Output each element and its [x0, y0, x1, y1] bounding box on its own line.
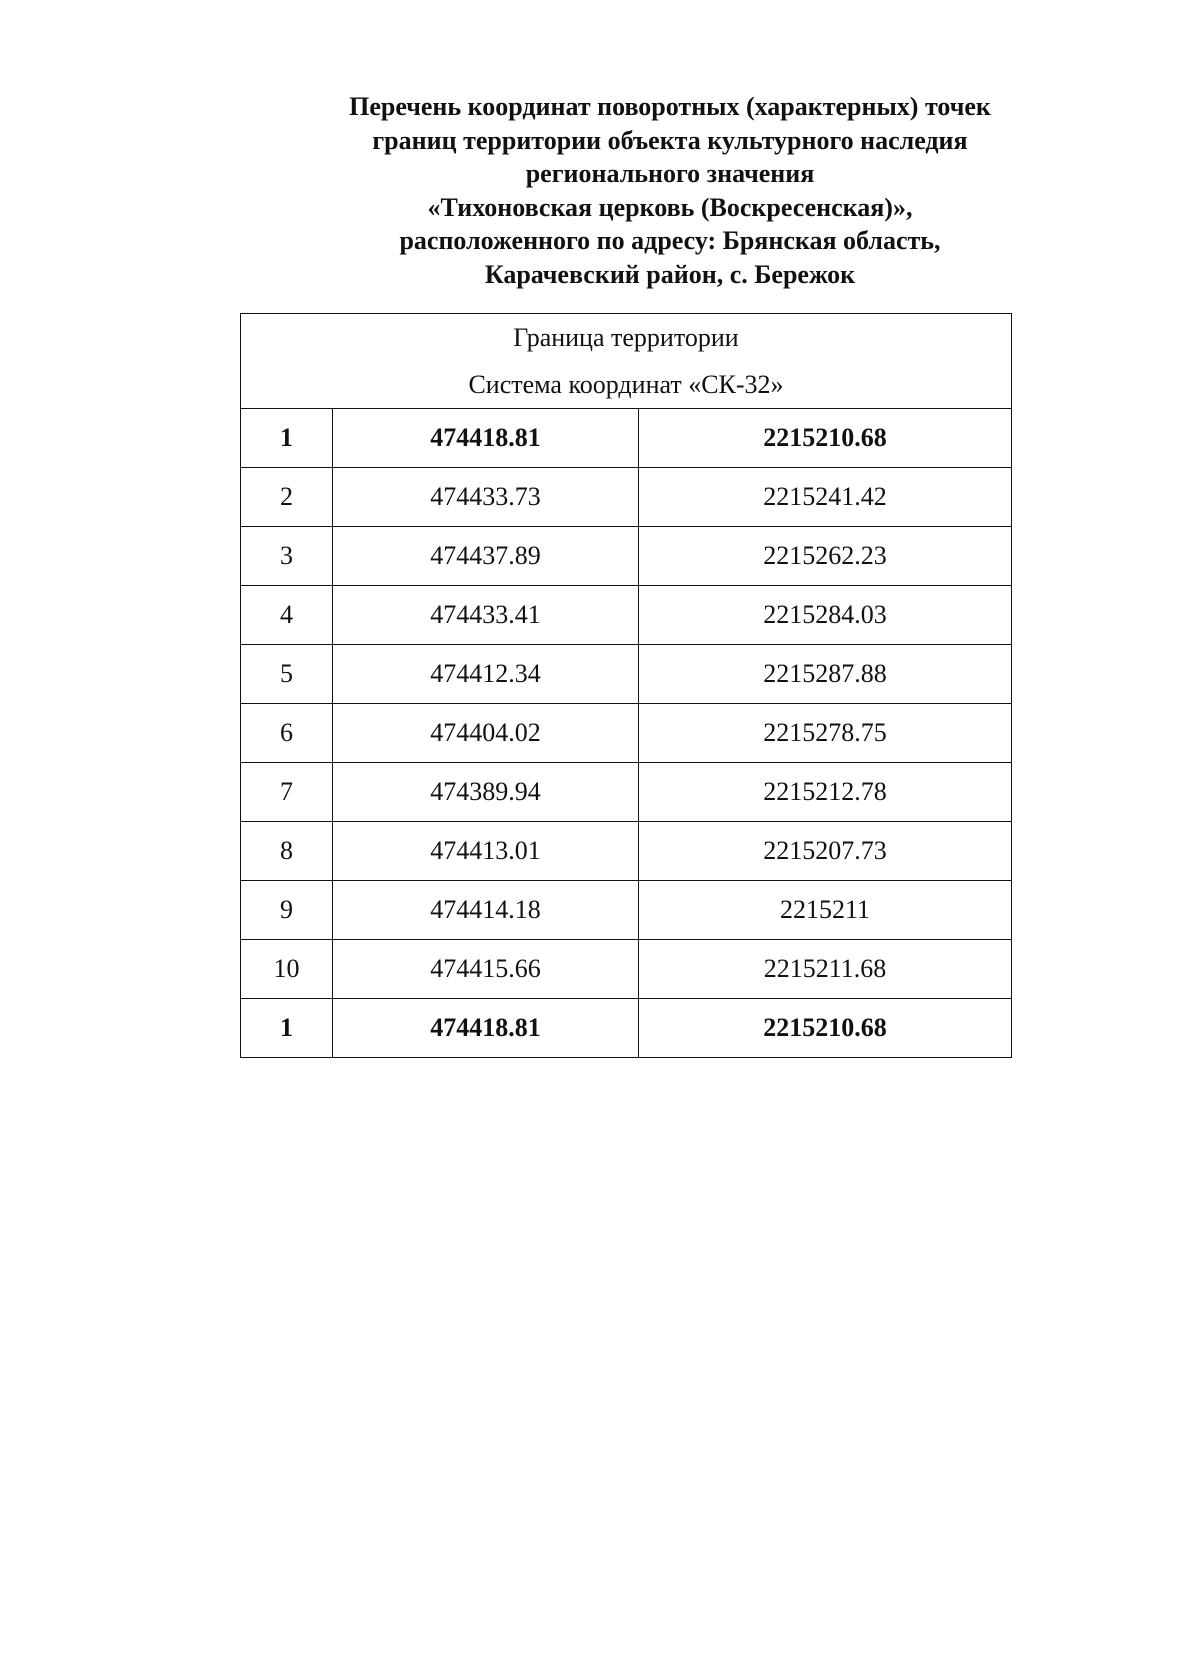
y-coordinate-cell: 2215278.75 [639, 704, 1012, 763]
point-number-cell: 6 [241, 704, 333, 763]
x-coordinate-cell: 474413.01 [333, 822, 639, 881]
point-number-cell: 9 [241, 881, 333, 940]
point-number-cell: 4 [241, 586, 333, 645]
table-row [241, 881, 1012, 940]
point-number-cell: 1 [241, 999, 333, 1058]
x-coordinate-cell: 474389.94 [333, 763, 639, 822]
table-row [241, 940, 1012, 999]
table-row [241, 704, 1012, 763]
y-coordinate-cell: 2215210.68 [639, 999, 1012, 1058]
title-line: расположенного по адресу: Брянская область, [399, 226, 941, 255]
x-coordinate-cell: 474415.66 [333, 940, 639, 999]
table-body [241, 314, 1012, 1058]
x-coordinate-cell: 474418.81 [333, 999, 639, 1058]
point-number-cell: 1 [241, 409, 333, 468]
title-line: регионального значения [525, 159, 815, 188]
y-coordinate-cell: 2215210.68 [639, 409, 1012, 468]
y-coordinate-cell: 2215212.78 [639, 763, 1012, 822]
table-row [241, 527, 1012, 586]
y-coordinate-cell: 2215287.88 [639, 645, 1012, 704]
table-row [241, 645, 1012, 704]
title-line: Карачевский район, с. Бережок [484, 259, 856, 289]
point-number-cell: 3 [241, 527, 333, 586]
table-row [241, 999, 1012, 1058]
table-row [241, 468, 1012, 527]
point-number-cell: 2 [241, 468, 333, 527]
point-number-cell: 8 [241, 822, 333, 881]
x-coordinate-cell: 474412.34 [333, 645, 639, 704]
y-coordinate-cell: 2215207.73 [639, 822, 1012, 881]
x-coordinate-cell: 474433.41 [333, 586, 639, 645]
table-header-row [241, 314, 1012, 409]
table-header-cell [241, 314, 1012, 409]
coordinates-table [240, 313, 1012, 1058]
table-row [241, 822, 1012, 881]
y-coordinate-cell: 2215241.42 [639, 468, 1012, 527]
point-number-cell: 7 [241, 763, 333, 822]
title-line: границ территории объекта культурного наследия [372, 125, 968, 155]
point-number-cell: 10 [241, 940, 333, 999]
x-coordinate-cell: 474404.02 [333, 704, 639, 763]
boundary-header: Граница территории [513, 323, 739, 352]
title-line: Перечень координат поворотных (характерных) точек [349, 92, 991, 121]
x-coordinate-cell: 474437.89 [333, 527, 639, 586]
y-coordinate-cell: 2215211 [639, 881, 1012, 940]
title-line: «Тихоновская церковь (Воскресенская)», [427, 192, 913, 222]
y-coordinate-cell: 2215262.23 [639, 527, 1012, 586]
x-coordinate-cell: 474418.81 [333, 409, 639, 468]
x-coordinate-cell: 474433.73 [333, 468, 639, 527]
page-title [290, 90, 1050, 291]
table-row [241, 586, 1012, 645]
coordinate-system-header: Система координат «СК-32» [468, 370, 784, 399]
y-coordinate-cell: 2215211.68 [639, 940, 1012, 999]
table-row [241, 763, 1012, 822]
table-row [241, 409, 1012, 468]
point-number-cell: 5 [241, 645, 333, 704]
y-coordinate-cell: 2215284.03 [639, 586, 1012, 645]
x-coordinate-cell: 474414.18 [333, 881, 639, 940]
